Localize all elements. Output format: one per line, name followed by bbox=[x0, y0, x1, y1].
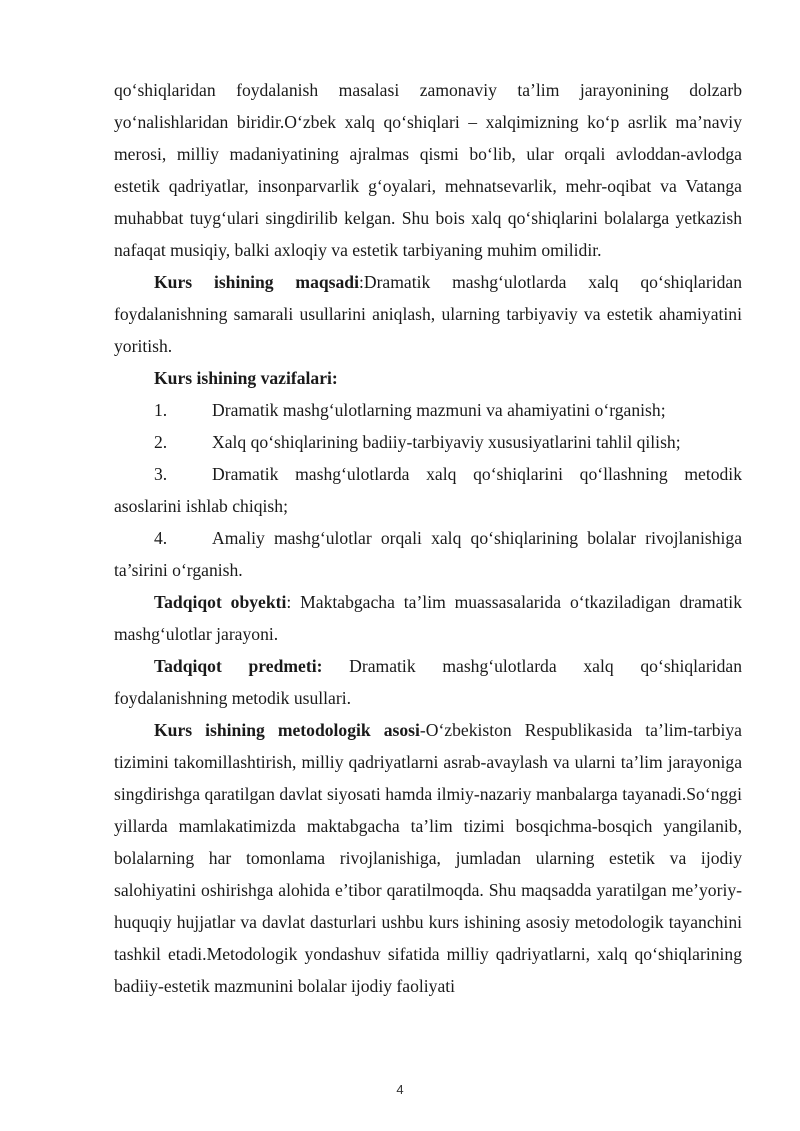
page-number: 4 bbox=[396, 1082, 404, 1097]
goal-text: :Dramatik mashg‘ulotlarda xalq qo‘shiqlaridan foydalanishning samarali usullarini aniqlash, ularning tarbiyaviy va estetik ahamiyatini yoritish. bbox=[114, 272, 742, 356]
page-content bbox=[114, 74, 742, 1002]
list-item bbox=[114, 426, 742, 458]
intro-paragraph: qo‘shiqlaridan foydalanish masalasi zamonaviy ta’lim jarayonining dolzarb yo‘nalishlaridan biridir.O‘zbek xalq qo‘shiqlari – xalqimizning ko‘p asrlik ma’naviy merosi, milliy madaniyatining ajralmas qismi bo‘lib, ular orqali avloddan-avlodga estetik qadriyatlar, insonparvarlik g‘oyalari, mehnatsevarlik, mehr-oqibat va Vatanga muhabbat tuyg‘ulari singdirilib kelgan. Shu bois xalq qo‘shiqlarini bolalarga yetkazish nafaqat musiqiy, balki axloqiy va estetik tarbiyaning muhim omilidir. bbox=[114, 80, 742, 260]
list-item-text: Dramatik mashg‘ulotlarning mazmuni va ahamiyatini o‘rganish; bbox=[212, 400, 666, 420]
subject-text: Dramatik mashg‘ulotlarda xalq qo‘shiqlaridan foydalanishning metodik usullari. bbox=[114, 656, 742, 708]
list-item bbox=[114, 458, 742, 522]
list-item-number: 2. bbox=[154, 432, 168, 452]
goal-label: Kurs ishining maqsadi bbox=[154, 272, 359, 292]
tasks-list bbox=[114, 394, 742, 586]
list-item-text: Xalq qo‘shiqlarining badiiy-tarbiyaviy xususiyatlarini tahlil qilish; bbox=[212, 432, 681, 452]
methodology-paragraph bbox=[114, 714, 742, 1002]
list-item-text: Amaliy mashg‘ulotlar orqali xalq qo‘shiqlarining bolalar rivojlanishiga ta’sirini o‘rganish. bbox=[114, 528, 742, 580]
object-text: : Maktabgacha ta’lim muassasalarida o‘tkaziladigan dramatik mashg‘ulotlar jarayoni. bbox=[114, 592, 742, 644]
object-paragraph bbox=[114, 586, 742, 650]
methodology-text: -O‘zbekiston Respublikasida ta’lim-tarbiya tizimini takomillashtirish, milliy qadriyatlarni asrab-avaylash va ularni ta’lim jarayoniga singdirishga qaratilgan davlat siyosati hamda ilmiy-nazariy manbalarga tayanadi.So‘nggi yillarda mamlakatimizda maktabgacha ta’lim tizimi bosqichma-bosqich yangilanib, bolalarning har tomonlama rivojlanishiga, jumladan ularning estetik va ijodiy salohiyatini oshirishga alohida e’tibor qaratilmoqda. Shu maqsadda yaratilgan me’yoriy-huquqiy hujjatlar va davlat dasturlari ushbu kurs ishining asosiy metodologik tayanchini tashkil etadi.Metodologik yondashuv sifatida milliy qadriyatlarni, xalq qo‘shiqlarining badiiy-estetik mazmunini bolalar ijodiy faoliyati bbox=[114, 720, 742, 996]
list-item-number: 3. bbox=[154, 464, 168, 484]
tasks-label: Kurs ishining vazifalari: bbox=[154, 368, 338, 388]
list-item bbox=[114, 394, 742, 426]
tasks-heading bbox=[114, 362, 742, 394]
list-item bbox=[114, 522, 742, 586]
list-item-text: Dramatik mashg‘ulotlarda xalq qo‘shiqlarini qo‘llashning metodik asoslarini ishlab chiqish; bbox=[114, 464, 742, 516]
object-label: Tadqiqot obyekti bbox=[154, 592, 287, 612]
subject-paragraph bbox=[114, 650, 742, 714]
list-item-number: 1. bbox=[154, 400, 168, 420]
goal-paragraph bbox=[114, 266, 742, 362]
list-item-number: 4. bbox=[154, 528, 168, 548]
methodology-label: Kurs ishining metodologik asosi bbox=[154, 720, 420, 740]
subject-label: Tadqiqot predmeti: bbox=[154, 656, 323, 676]
